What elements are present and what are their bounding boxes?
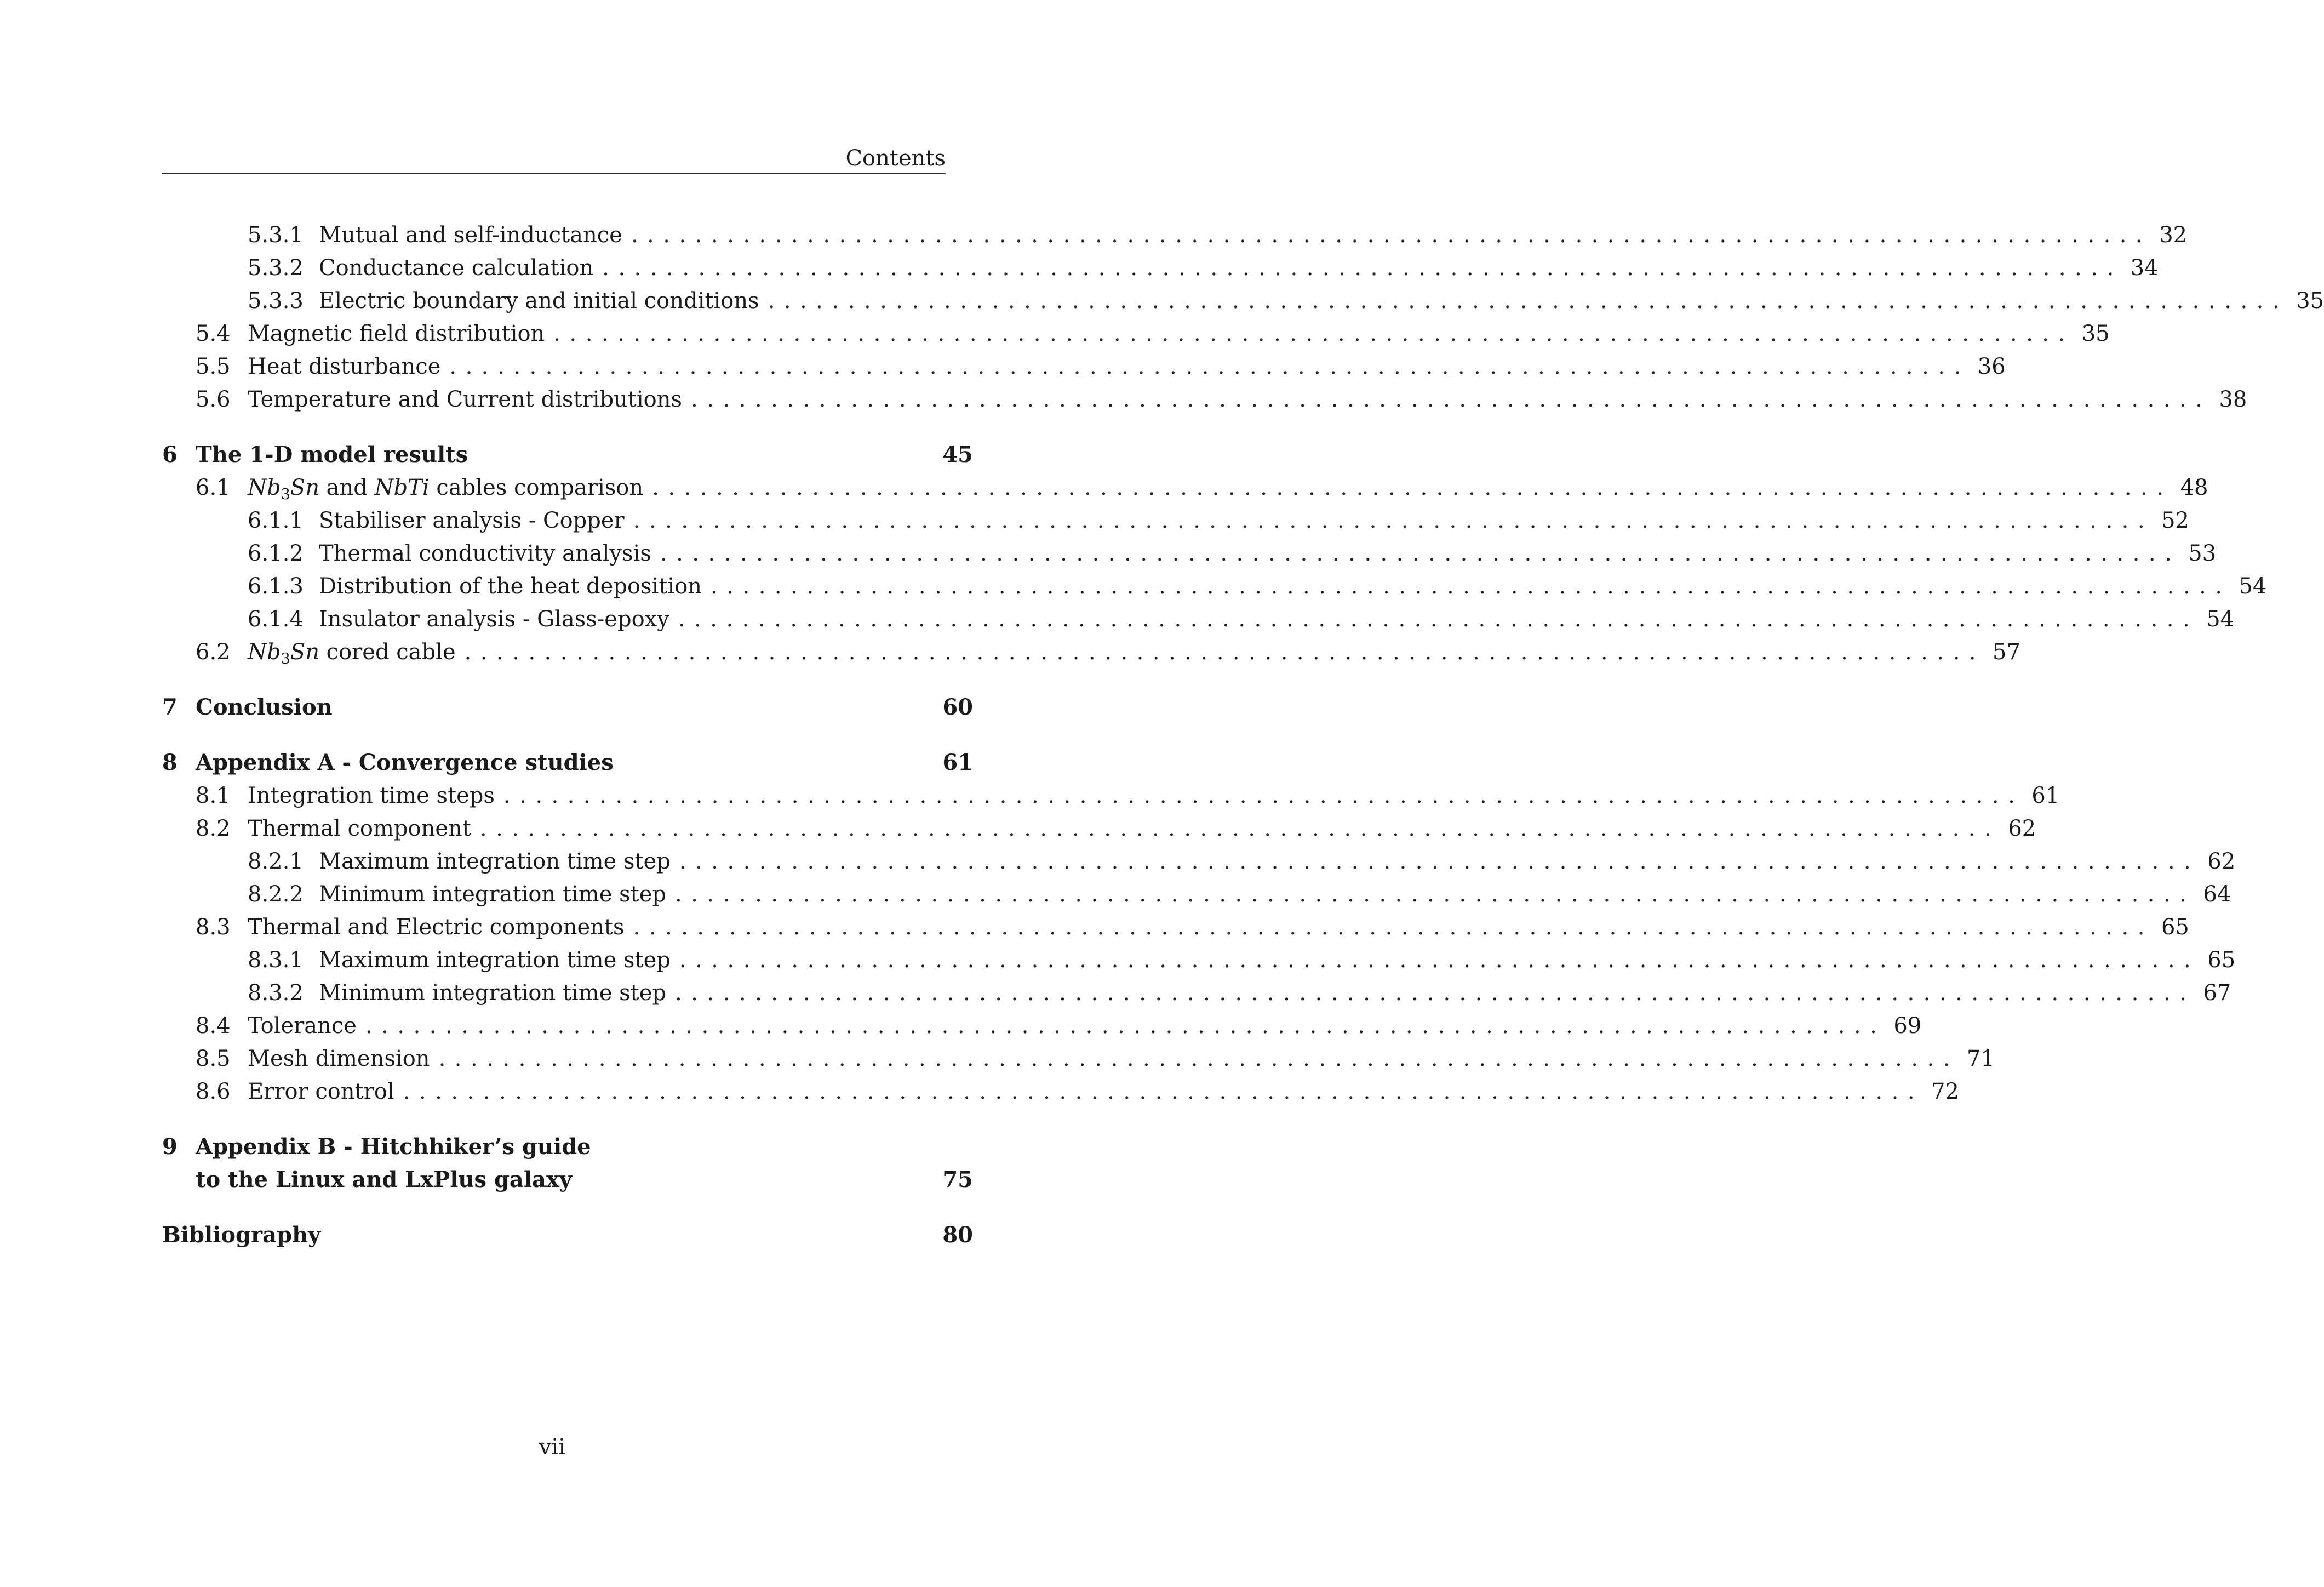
toc-entry-8-2-1[interactable] — [248, 845, 2236, 878]
page-number: 36 — [1977, 354, 2006, 379]
toc-entry-6-2[interactable] — [196, 636, 2020, 669]
chapter-number: 6 — [162, 442, 178, 467]
section-number: 6.1.2 — [248, 541, 304, 566]
dot-leader: ............................................................................................... — [678, 607, 2199, 632]
section-number: 5.5 — [196, 354, 231, 379]
section-title: Integration time steps — [248, 783, 495, 808]
section-number: 5.3.2 — [248, 255, 304, 281]
page-number: 52 — [2161, 508, 2190, 533]
page-number: 64 — [2203, 882, 2231, 907]
section-title: Mesh dimension — [248, 1046, 430, 1071]
section-number: 8.3.2 — [248, 980, 304, 1006]
section-title: Maximum integration time step — [319, 947, 671, 973]
section-title: Insulator analysis - Glass-epoxy — [319, 607, 669, 632]
toc-entry-5-6[interactable] — [196, 383, 2247, 416]
section-title: Thermal conductivity analysis — [319, 541, 651, 566]
formula-nbti: NbTi — [374, 475, 430, 500]
page-number: 62 — [2008, 816, 2036, 841]
dot-leader: ............................................................................................... — [652, 475, 2173, 500]
section-number: 8.2.1 — [248, 849, 304, 874]
page-number: 62 — [2207, 849, 2236, 874]
dot-leader: ............................................................................................... — [464, 640, 1985, 665]
toc-entry-8-5[interactable] — [196, 1042, 1995, 1075]
chapter-title: The 1-D model results — [196, 442, 468, 467]
section-number: 8.2.2 — [248, 882, 304, 907]
section-title: Thermal component — [248, 816, 471, 841]
section-title: Mutual and self-inductance — [319, 222, 622, 248]
running-header-title: Contents — [845, 146, 946, 171]
page-number: 35 — [2081, 321, 2110, 346]
dot-leader: ............................................................................................... — [679, 947, 2200, 973]
dot-leader: ............................................................................................... — [631, 222, 2152, 248]
page-number: 61 — [942, 750, 973, 775]
page-number: 54 — [2239, 574, 2267, 599]
title-rest: cables comparison — [429, 475, 644, 500]
toc-entry-8-1[interactable] — [196, 779, 2060, 812]
section-number: 5.3.3 — [248, 288, 304, 313]
chapter-number: 9 — [162, 1134, 178, 1160]
section-title — [248, 471, 643, 504]
section-number: 6.1.3 — [248, 574, 304, 599]
toc-entry-8-2-2[interactable] — [248, 878, 2231, 911]
section-title: Error control — [248, 1079, 394, 1104]
toc-chapter-9-line2[interactable] — [196, 1163, 973, 1196]
bibliography-title: Bibliography — [162, 1222, 321, 1248]
toc-entry-5-3-1[interactable] — [248, 219, 2188, 252]
toc-chapter-8[interactable] — [162, 746, 973, 779]
dot-leader: ............................................................................................... — [479, 816, 2001, 841]
section-title: Conductance calculation — [319, 255, 594, 281]
page-number: 35 — [2296, 288, 2324, 313]
toc-entry-6-1-3[interactable] — [248, 570, 2267, 603]
chapter-number: 7 — [162, 694, 178, 720]
chapter-number: 8 — [162, 750, 178, 775]
page-number: 75 — [942, 1167, 973, 1192]
page-number: 48 — [2180, 475, 2208, 500]
dot-leader: ............................................................................................... — [602, 255, 2123, 281]
dot-leader: ............................................................................................... — [503, 783, 2024, 808]
formula-sn: Sn — [290, 475, 319, 500]
formula-nb: Nb — [248, 640, 281, 665]
section-title: Temperature and Current distributions — [248, 387, 683, 412]
page-number: 71 — [1966, 1046, 1995, 1071]
section-title: Electric boundary and initial conditions — [319, 288, 759, 313]
section-number: 8.6 — [196, 1079, 231, 1104]
page-number: 80 — [942, 1222, 973, 1248]
dot-leader: ............................................................................................... — [679, 849, 2200, 874]
formula-subscript: 3 — [281, 486, 290, 503]
toc-chapter-6[interactable] — [162, 438, 973, 471]
formula-nb: Nb — [248, 475, 281, 500]
section-number: 5.6 — [196, 387, 231, 412]
page-folio — [0, 1435, 1104, 1460]
dot-leader: ............................................................................................... — [403, 1079, 1924, 1104]
section-number: 8.3 — [196, 915, 231, 940]
section-number: 8.1 — [196, 783, 231, 808]
chapter-title-line2: to the Linux and LxPlus galaxy — [196, 1167, 573, 1192]
page-number: 69 — [1893, 1013, 1922, 1038]
toc-bibliography[interactable] — [162, 1219, 973, 1252]
toc-entry-6-1-1[interactable] — [248, 504, 2190, 537]
page-number: 57 — [1993, 640, 2020, 665]
section-title: Minimum integration time step — [319, 980, 667, 1006]
formula-sn: Sn — [290, 640, 319, 665]
page-number: 32 — [2159, 222, 2188, 248]
section-number: 6.1 — [196, 475, 231, 500]
section-number: 8.5 — [196, 1046, 231, 1071]
section-number: 6.1.1 — [248, 508, 304, 533]
section-title: Distribution of the heat deposition — [319, 574, 702, 599]
title-rest: cored cable — [319, 640, 456, 665]
toc-chapter-9-line1[interactable] — [162, 1131, 973, 1163]
page-number: 72 — [1931, 1079, 1960, 1104]
page-number: 54 — [2206, 607, 2235, 632]
section-number: 5.4 — [196, 321, 231, 346]
toc-chapter-7[interactable] — [162, 691, 973, 724]
section-number: 6.1.4 — [248, 607, 304, 632]
section-number: 8.3.1 — [248, 947, 304, 973]
toc-entry-5-3-2[interactable] — [248, 252, 2159, 284]
dot-leader: ............................................................................................... — [675, 882, 2196, 907]
section-title: Tolerance — [248, 1013, 357, 1038]
running-header — [162, 144, 946, 174]
dot-leader: ............................................................................................... — [691, 387, 2212, 412]
title-connector: and — [319, 475, 375, 500]
section-number: 5.3.1 — [248, 222, 304, 248]
page-number: 67 — [2203, 980, 2231, 1006]
dot-leader: ............................................................................................... — [711, 574, 2231, 599]
section-number: 6.2 — [196, 640, 231, 665]
toc-entry-8-3-1[interactable] — [248, 944, 2236, 977]
page-number: 61 — [2031, 783, 2060, 808]
section-title: Thermal and Electric components — [248, 915, 625, 940]
chapter-title: Conclusion — [196, 694, 333, 720]
dot-leader: ............................................................................................... — [438, 1046, 1959, 1071]
dot-leader: ............................................................................................... — [553, 321, 2074, 346]
section-number: 8.4 — [196, 1013, 231, 1038]
page-number: 38 — [2219, 387, 2247, 412]
section-title — [248, 636, 456, 669]
folio-number: vii — [539, 1435, 566, 1460]
toc-entry-6-1-2[interactable] — [248, 537, 2217, 570]
page-number: 34 — [2130, 255, 2159, 281]
dot-leader: ............................................................................................... — [768, 288, 2289, 313]
chapter-title-line1: Appendix B - Hitchhiker’s guide — [196, 1134, 591, 1160]
toc-entry-8-2[interactable] — [196, 812, 2036, 845]
toc-entry-8-4[interactable] — [196, 1009, 1922, 1042]
section-title: Minimum integration time step — [319, 882, 667, 907]
section-title: Stabiliser analysis - Copper — [319, 508, 625, 533]
page-number: 60 — [942, 694, 973, 720]
dot-leader: ............................................................................................... — [660, 541, 2181, 566]
toc-entry-8-3-2[interactable] — [248, 977, 2231, 1009]
section-title: Maximum integration time step — [319, 849, 671, 874]
toc-entry-5-4[interactable] — [196, 317, 2110, 350]
section-number: 8.2 — [196, 816, 231, 841]
section-title: Magnetic field distribution — [248, 321, 545, 346]
formula-subscript: 3 — [281, 650, 290, 667]
dot-leader: ............................................................................................... — [633, 508, 2154, 533]
dot-leader: ............................................................................................... — [449, 354, 1970, 379]
section-title: Heat disturbance — [248, 354, 441, 379]
toc-entry-6-1-4[interactable] — [248, 603, 2235, 636]
toc-entry-5-5[interactable] — [196, 350, 2006, 383]
chapter-title: Appendix A - Convergence studies — [196, 750, 614, 775]
dot-leader: ............................................................................................... — [633, 915, 2154, 940]
page-number: 65 — [2161, 915, 2189, 940]
toc-entry-6-1[interactable] — [196, 471, 2208, 504]
page-number: 45 — [942, 442, 973, 467]
dot-leader: ............................................................................................... — [675, 980, 2196, 1006]
toc-entry-8-6[interactable] — [196, 1075, 1960, 1108]
page-number: 65 — [2207, 947, 2236, 973]
toc-entry-8-3[interactable] — [196, 911, 2189, 944]
toc-entry-5-3-3[interactable] — [248, 284, 2324, 317]
dot-leader: ............................................................................................... — [365, 1013, 1886, 1038]
page-number: 53 — [2188, 541, 2217, 566]
